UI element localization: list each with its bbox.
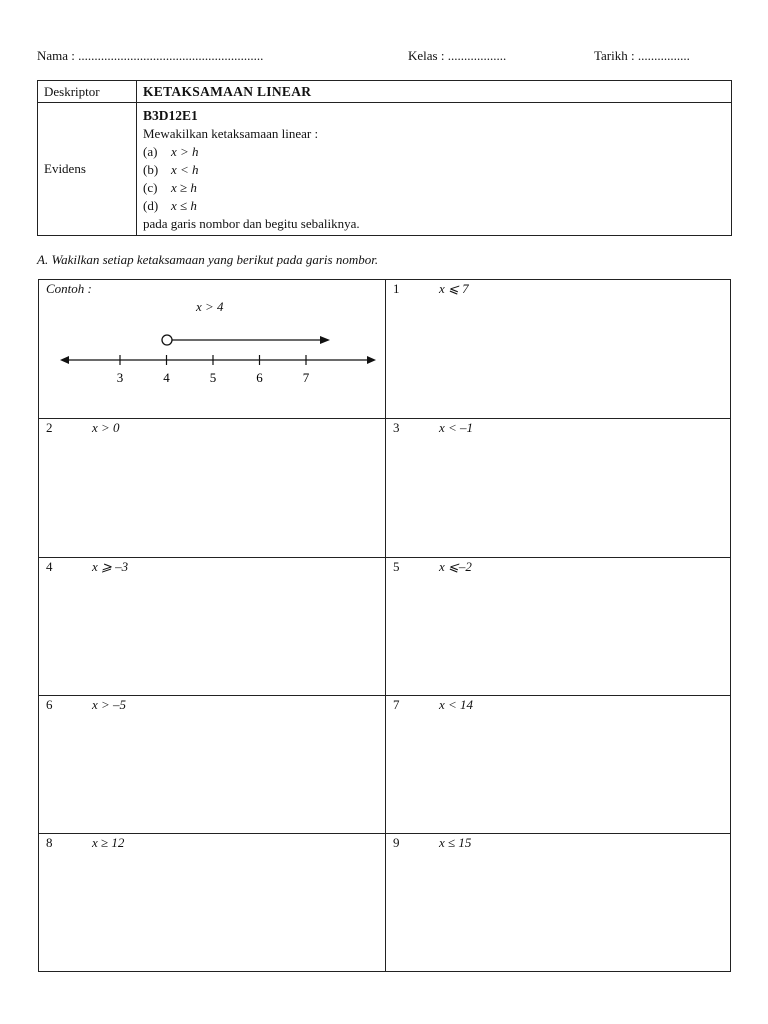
example-number-line bbox=[39, 320, 385, 400]
descriptor-table bbox=[37, 80, 732, 236]
question-cell[interactable] bbox=[39, 558, 385, 695]
descriptor-label: Deskriptor bbox=[38, 81, 137, 103]
question-number: 2 bbox=[46, 420, 53, 435]
evidens-content bbox=[137, 103, 732, 236]
question-number: 9 bbox=[393, 835, 400, 850]
question-inequality: x < 14 bbox=[439, 697, 474, 712]
nama-field[interactable]: Nama : ......................................................... bbox=[37, 48, 264, 63]
option-d: (d) x ≤ h bbox=[143, 198, 197, 213]
question-inequality: x > –5 bbox=[92, 697, 127, 712]
evidence-footer: pada garis nombor dan begitu sebaliknya. bbox=[143, 216, 360, 231]
option-b: (b) x < h bbox=[143, 162, 199, 177]
question-cell[interactable] bbox=[386, 558, 732, 695]
right-arrow-icon bbox=[367, 356, 376, 364]
question-cell[interactable] bbox=[386, 696, 732, 833]
question-inequality: x ⩽ 7 bbox=[439, 281, 469, 296]
question-number: 6 bbox=[46, 697, 53, 712]
open-circle bbox=[162, 335, 172, 345]
question-number: 7 bbox=[393, 697, 400, 712]
question-cell[interactable] bbox=[386, 280, 732, 418]
left-arrow-icon bbox=[60, 356, 69, 364]
question-inequality: x > 0 bbox=[92, 420, 120, 435]
question-cell[interactable] bbox=[39, 696, 385, 833]
question-number: 5 bbox=[393, 559, 400, 574]
example-cell bbox=[39, 280, 385, 418]
tick-label: 5 bbox=[209, 370, 217, 385]
tarikh-field[interactable]: Tarikh : ................ bbox=[594, 48, 690, 63]
question-number: 8 bbox=[46, 835, 53, 850]
evidence-intro: Mewakilkan ketaksamaan linear : bbox=[143, 126, 319, 141]
evidens-label: Evidens bbox=[38, 103, 137, 236]
tick-label: 7 bbox=[302, 370, 310, 385]
question-number: 4 bbox=[46, 559, 53, 574]
question-number: 3 bbox=[393, 420, 400, 435]
descriptor-title: KETAKSAMAAN LINEAR bbox=[137, 81, 732, 103]
example-inequality: x > 4 bbox=[196, 299, 224, 314]
question-cell[interactable] bbox=[386, 834, 732, 971]
example-label: Contoh : bbox=[46, 281, 92, 296]
kelas-field[interactable]: Kelas : .................. bbox=[408, 48, 507, 63]
question-inequality: x ⩽–2 bbox=[439, 559, 472, 574]
ray-arrow-icon bbox=[320, 336, 330, 344]
tick-label: 3 bbox=[116, 370, 124, 385]
question-cell[interactable] bbox=[39, 834, 385, 971]
option-a: (a) x > h bbox=[143, 144, 199, 159]
option-c: (c) x ≥ h bbox=[143, 180, 197, 195]
tick-label: 4 bbox=[163, 370, 170, 385]
question-number: 1 bbox=[393, 281, 400, 296]
question-cell[interactable] bbox=[386, 419, 732, 557]
question-inequality: x ≥ 12 bbox=[92, 835, 125, 850]
tick-label: 6 bbox=[256, 370, 263, 385]
instruction: A. Wakilkan setiap ketaksamaan yang berikut pada garis nombor. bbox=[37, 252, 379, 267]
question-cell[interactable] bbox=[39, 419, 385, 557]
question-inequality: x ⩾ –3 bbox=[92, 559, 129, 574]
question-inequality: x < –1 bbox=[439, 420, 474, 435]
evidence-code: B3D12E1 bbox=[143, 108, 198, 123]
question-grid bbox=[38, 279, 731, 972]
question-inequality: x ≤ 15 bbox=[439, 835, 472, 850]
